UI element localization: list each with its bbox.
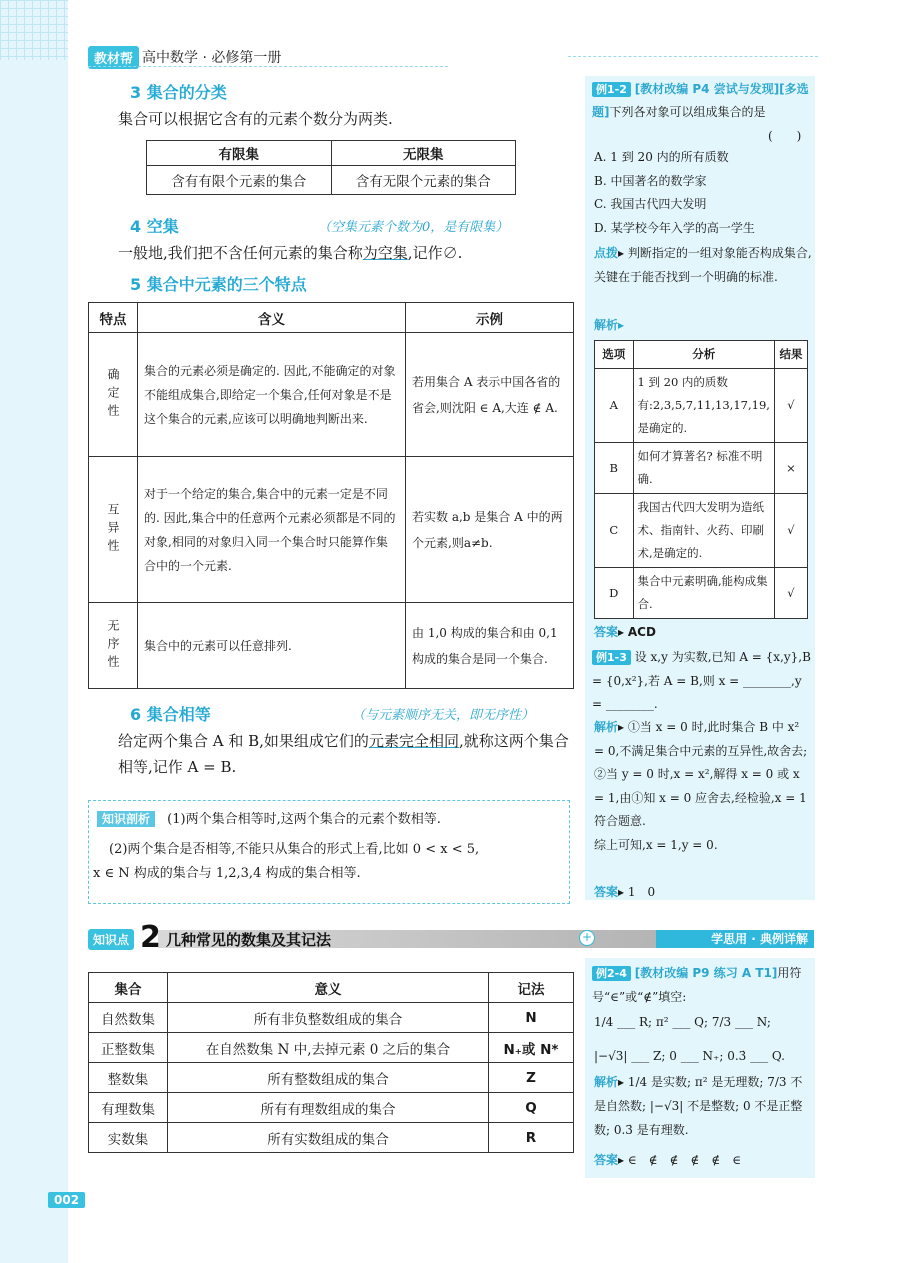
ex12-jx-label: 解析▸ (594, 318, 625, 332)
ns-meaning-3: 所有整数组成的集合 (168, 1063, 489, 1093)
ns-notation-2: N₊或 N* (489, 1033, 574, 1063)
ex13-stem (592, 646, 812, 717)
number-sets-table (88, 972, 574, 1153)
ns-meaning-4: 所有有理数组成的集合 (168, 1093, 489, 1123)
ex12-answer: 答案▸ ACD (594, 625, 656, 639)
ex24-solution: 解析▸ 1/4 是实数; π² 是无理数; 7/3 不是自然数; |−√3| 不是整数; 0 不是正整数; 0.3̇ 是有理数. (594, 1075, 803, 1137)
sec5-feature-3: 无序性 (89, 603, 138, 689)
sec3-heading (130, 80, 227, 103)
sec4-num: 4 (130, 217, 142, 236)
sec3-th-infinite: 无限集 (331, 141, 516, 166)
ex12-result-a: √ (774, 369, 807, 443)
ex12-option-d: D. 某学校今年入学的高一学生 (594, 220, 755, 235)
ex24-stem-text: 用符号“∈”或“∉”填空: (592, 966, 802, 1004)
ex12-th-analysis: 分析 (633, 341, 774, 369)
ex13-p3: 综上可知,x = 1,y = 0. (594, 837, 718, 852)
ex12-analysis-b: 如何才算著名? 标准不明确. (633, 443, 774, 494)
sec6-note: （与元素顺序无关，即无序性） (352, 708, 535, 723)
ex12-hint-label: 点拨 (594, 246, 619, 260)
sec5-table (88, 302, 574, 689)
sec5-num: 5 (130, 275, 142, 294)
header-divider (88, 66, 448, 67)
sec5-title: 集合中元素的三个特点 (146, 275, 307, 294)
sec6-text (118, 728, 580, 780)
ex12-opt-c: C (595, 494, 634, 568)
ex12-stem-text: 下列各对象可以组成集合的是 (609, 105, 766, 119)
left-margin-band (0, 0, 68, 1263)
ex12-jx-label-text: 解析 (594, 318, 619, 332)
ex12-stem (592, 78, 812, 123)
knowledge-line-3: x ∈ N 构成的集合与 1,2,3,4 构成的集合相等. (93, 866, 361, 881)
sec6-num: 6 (130, 705, 142, 724)
sec5-heading (130, 272, 307, 295)
ex13-answer: 答案▸ 1 0 (594, 885, 656, 899)
sec5-example-1: 若用集合 A 表示中国各省的省会,则沈阳 ∈ A,大连 ∉ A. (406, 333, 574, 457)
ex12-paren: ( ) (768, 129, 802, 143)
page-number: 002 (48, 1192, 85, 1208)
ex12-option-c: C. 我国古代四大发明 (594, 197, 707, 211)
ns-th-set: 集合 (89, 973, 168, 1003)
ex13-solution: 解析▸ ①当 x = 0 时,此时集合 B 中 x² = 0,不满足集合中元素的互异性,故舍去; ②当 y = 0 时,x = x²,解得 x = 0 或 x = 1,由①知 x = 0 应舍去,经检验,x = 1 符合题意. 综上可知,x = 1,y = 0. (594, 716, 812, 857)
sec5-meaning-2: 对于一个给定的集合,集合中的元素一定是不同的. 因此,集合中的任意两个元素必须都是不同的对象,相同的对象归入同一个集合时只能算作集合中的一个元素. (138, 457, 406, 603)
sec5-example-2: 若实数 a,b 是集合 A 中的两个元素,则a≠b. (406, 457, 574, 603)
ex24-badge: 例2-4 (592, 966, 631, 981)
ns-notation-5: R (489, 1123, 574, 1153)
ns-meaning-2: 在自然数集 N 中,去掉元素 0 之后的集合 (168, 1033, 489, 1063)
ex24-tag: [教材改编 P9 练习 A T1] (634, 966, 778, 980)
ex12-answer-value: ACD (627, 625, 656, 639)
sec6-text-pre: 给定两个集合 A 和 B,如果组成它们的 (118, 732, 369, 750)
ex13-ans-label: 答案 (594, 885, 619, 899)
ex24-analysis: 1/4 是实数; π² 是无理数; 7/3 不是自然数; |−√3| 不是整数; 0 不是正整数; 0.3̇ 是有理数. (594, 1075, 803, 1137)
ex24-answer-value: ∈ ∉ ∉ ∉ ∉ ∈ (627, 1153, 742, 1167)
sec4-text-pre: 一般地,我们把不含任何元素的集合称 (118, 244, 363, 262)
ex12-opt-a: A (595, 369, 634, 443)
sec5-th-feature: 特点 (89, 303, 138, 333)
ex12-result-c: √ (774, 494, 807, 568)
ex24-line2: |−√3| ___ Z; 0 ___ N₊; 0.3̇ ___ Q. (594, 1049, 785, 1063)
ex13-jx-label: 解析 (594, 720, 619, 734)
ns-meaning-5: 所有实数组成的集合 (168, 1123, 489, 1153)
sec4-note: （空集元素个数为0，是有限集） (318, 220, 509, 235)
ex12-result-d: √ (774, 568, 807, 619)
ns-set-2: 正整数集 (89, 1033, 168, 1063)
sec5-example-3: 由 1,0 构成的集合和由 0,1 构成的集合是同一个集合. (406, 603, 574, 689)
sec5-feature-1: 确定性 (89, 333, 138, 457)
ex24-jx-label: 解析 (594, 1075, 619, 1089)
knowledge-line-2: (2)两个集合是否相等,不能只从集合的形式上看,比如 0 < x < 5, (109, 842, 480, 857)
kp-number: 2 (140, 920, 161, 955)
sec3-num: 3 (130, 83, 142, 102)
sec4-heading (130, 214, 179, 237)
ex12-th-result: 结果 (774, 341, 807, 369)
knowledge-analysis-badge: 知识剖析 (97, 811, 155, 827)
ex12-result-b: × (774, 443, 807, 494)
ex12-options (594, 146, 755, 240)
ex12-analysis-a: 1 到 20 内的质数有:2,3,5,7,11,13,17,19,是确定的. (633, 369, 774, 443)
ex24-line1: 1/4 ___ R; π² ___ Q; 7/3 ___ N; (594, 1015, 771, 1029)
ex12-hint: 点拨▸ 判断指定的一组对象能否构成集合,关键在于能否找到一个明确的标准. (594, 246, 812, 284)
sec3-th-finite: 有限集 (147, 141, 332, 166)
sec4-text-underlined: 为空集 (362, 244, 408, 262)
sec4-title: 空集 (146, 217, 179, 236)
plus-circle-icon: + (579, 930, 595, 946)
ex13-badge: 例1-3 (592, 650, 631, 665)
ex13-p2: ②当 y = 0 时,x = x²,解得 x = 0 或 x = 1,由①知 x = 0 应舍去,经检验,x = 1 符合题意. (594, 767, 807, 828)
ex24-stem (592, 962, 812, 1009)
knowledge-point-bar (88, 920, 814, 955)
header-divider-right (568, 56, 818, 57)
ns-set-4: 有理数集 (89, 1093, 168, 1123)
ex12-option-a: A. 1 到 20 内的所有质数 (594, 150, 729, 164)
ns-set-3: 整数集 (89, 1063, 168, 1093)
sec5-meaning-1: 集合的元素必须是确定的. 因此,不能确定的对象不能组成集合,即给定一个集合,任何对象是不是这个集合的元素,应该可以明确地判断出来. (138, 333, 406, 457)
ns-meaning-1: 所有非负整数组成的集合 (168, 1003, 489, 1033)
sec5-th-example: 示例 (406, 303, 574, 333)
book-tag: 教材帮 (88, 46, 139, 69)
sec4-text-post: ,记作∅. (407, 244, 463, 262)
sec3-text: 集合可以根据它含有的元素个数分为两类. (118, 110, 393, 128)
ex12-analysis-c: 我国古代四大发明为造纸术、指南针、火药、印刷术,是确定的. (633, 494, 774, 568)
ns-notation-4: Q (489, 1093, 574, 1123)
ns-set-5: 实数集 (89, 1123, 168, 1153)
ex12-tag: [教材改编 P4 尝试与发现][多选题] (592, 82, 809, 119)
sec3-td-finite: 含有有限个元素的集合 (147, 166, 332, 195)
ns-set-1: 自然数集 (89, 1003, 168, 1033)
sec6-heading (130, 702, 211, 725)
ex12-hint-text: 判断指定的一组对象能否构成集合,关键在于能否找到一个明确的标准. (594, 246, 812, 284)
ns-notation-3: Z (489, 1063, 574, 1093)
sec5-meaning-3: 集合中的元素可以任意排列. (138, 603, 406, 689)
sec6-title: 集合相等 (146, 705, 211, 724)
sec3-table (146, 140, 516, 195)
ex12-th-opt: 选项 (595, 341, 634, 369)
corner-grid-decoration (0, 0, 68, 60)
ex12-opt-d: D (595, 568, 634, 619)
ex13-stem-text: 设 x,y 为实数,已知 A = {x,y},B = {0,x²},若 A = B,则 x = ________,y = ________. (592, 650, 811, 711)
ex13-p1: ①当 x = 0 时,此时集合 B 中 x² = 0,不满足集合中元素的互异性,故舍去; (594, 720, 808, 758)
kp-right-label: 学思用 · 典例详解 (656, 930, 814, 948)
kp-badge: 知识点 (88, 929, 134, 950)
ns-th-notation: 记法 (489, 973, 574, 1003)
ex24-answer: 答案▸ ∈ ∉ ∉ ∉ ∉ ∈ (594, 1153, 742, 1167)
ex24-ans-label: 答案 (594, 1153, 619, 1167)
sec5-th-meaning: 含义 (138, 303, 406, 333)
ex12-analysis-table (594, 340, 808, 619)
ex12-badge: 例1-2 (592, 82, 631, 97)
ex12-opt-b: B (595, 443, 634, 494)
knowledge-line-1: (1)两个集合相等时,这两个集合的元素个数相等. (167, 812, 441, 827)
ex12-option-b: B. 中国著名的数学家 (594, 173, 707, 188)
book-title: 高中数学 · 必修第一册 (142, 50, 282, 66)
sec5-feature-2: 互异性 (89, 457, 138, 603)
ns-notation-1: N (489, 1003, 574, 1033)
sec3-td-infinite: 含有无限个元素的集合 (331, 166, 516, 195)
sec3-title: 集合的分类 (146, 83, 227, 102)
ns-th-meaning: 意义 (168, 973, 489, 1003)
kp-title: 几种常见的数集及其记法 (166, 931, 332, 949)
ex12-ans-label: 答案 (594, 625, 619, 639)
ex12-analysis-d: 集合中元素明确,能构成集合. (633, 568, 774, 619)
sec6-text-underlined: 元素完全相同 (368, 732, 459, 750)
sec4-text (118, 240, 462, 266)
knowledge-analysis-box (88, 800, 570, 904)
ex13-answer-value: 1 0 (627, 885, 656, 899)
sec6-text-post: ,就称这两个集合相等,记作 A = B. (118, 732, 569, 776)
